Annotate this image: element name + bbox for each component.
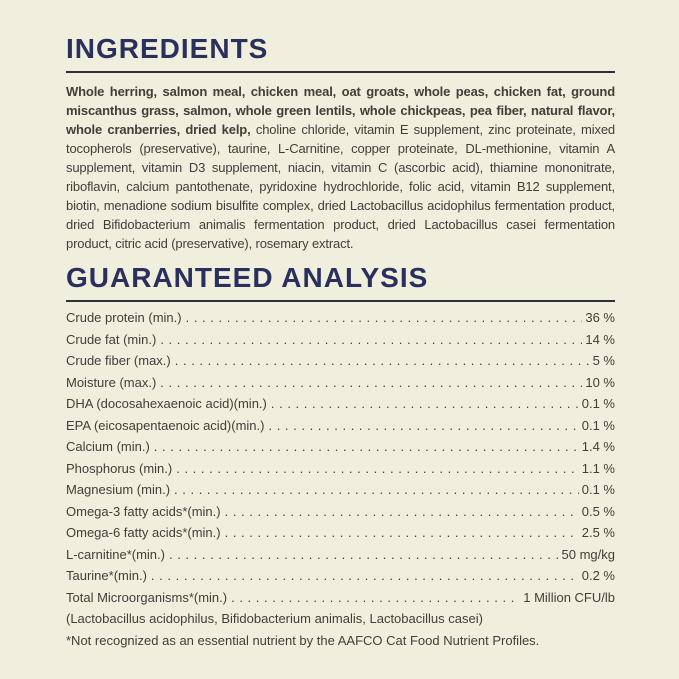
analysis-row — [66, 479, 615, 501]
analysis-row-label: Omega-3 fatty acids*(min.) — [66, 503, 221, 519]
guaranteed-analysis-section — [66, 263, 615, 651]
analysis-row — [66, 458, 615, 480]
analysis-row-value: 1.1 % — [581, 460, 615, 476]
leader-dots — [151, 565, 579, 587]
analysis-row-label: Omega-6 fatty acids*(min.) — [66, 525, 221, 540]
ingredients-title: INGREDIENTS — [66, 33, 269, 64]
leader-dots — [186, 307, 583, 329]
analysis-row-label: Crude fat (min.) — [66, 331, 157, 347]
analysis-row-value: 0.1 % — [581, 396, 615, 411]
analysis-row — [66, 393, 615, 415]
ingredients-rule — [66, 71, 615, 73]
analysis-table — [66, 307, 615, 651]
analysis-footnote: *Not recognized as an essential nutrient by the AAFCO Cat Food Nutrient Profiles. — [66, 632, 540, 648]
leader-dots — [160, 329, 582, 351]
analysis-row-value: 50 mg/kg — [561, 546, 615, 562]
guaranteed-analysis-title: GUARANTEED ANALYSIS — [66, 262, 429, 293]
analysis-row-label: Moisture (max.) — [66, 374, 157, 390]
guaranteed-analysis-rule — [66, 300, 615, 302]
leader-dots — [174, 479, 579, 501]
analysis-row-value: 10 % — [585, 374, 615, 390]
analysis-row — [66, 436, 615, 458]
analysis-row-value: 14 % — [585, 331, 615, 347]
ingredients-regular-text: choline chloride, vitamin E supplement, zinc proteinate, mixed tocopherols (preservative), taurine, L-Carnitine, copper proteinate, DL-methionine, vitamin A supplement, vitamin D3 supplement, niacin, vitamin C (ascorbic acid), thiamine mononitrate, riboflavin, calcium pantothenate, pyridoxine hydrochloride, folic acid, vitamin B12 supplement, biotin, menadione sodium bisulfite complex, dried Lactobacillus acidophilus fermentation product, dried Bifidobacterium animalis fermentation product, dried Lactobacillus casei fermentation product, citric acid (preservative), rosemary extract. — [66, 122, 615, 251]
analysis-row-label: Crude fiber (max.) — [66, 353, 171, 368]
leader-dots — [225, 522, 579, 544]
analysis-row — [66, 415, 615, 437]
analysis-row — [66, 350, 615, 372]
leader-dots — [160, 372, 582, 394]
leader-dots — [268, 415, 578, 437]
analysis-row — [66, 544, 615, 566]
ingredients-section — [66, 34, 615, 253]
microorganisms-detail: (Lactobacillus acidophilus, Bifidobacterium animalis, Lactobacillus casei) — [66, 611, 483, 626]
analysis-row-label: Phosphorus (min.) — [66, 460, 173, 476]
analysis-row-value: 5 % — [592, 353, 615, 368]
analysis-row-value: 0.2 % — [581, 568, 615, 583]
analysis-row-label: Calcium (min.) — [66, 439, 150, 454]
analysis-row — [66, 565, 615, 587]
leader-dots — [169, 544, 559, 566]
analysis-row — [66, 522, 615, 544]
leader-dots — [175, 350, 590, 372]
leader-dots — [271, 393, 579, 415]
analysis-row-value: 1.4 % — [581, 439, 615, 454]
ingredients-bold-text: Whole herring, salmon meal, chicken meal, oat groats, whole peas, chicken fat, ground miscanthus grass, salmon, whole green lentils, whole chickpeas, pea fiber, natural flavor, whole cranberries, dried kelp, — [66, 84, 615, 137]
leader-dots — [231, 587, 520, 609]
analysis-row-value: 0.1 % — [581, 417, 615, 433]
analysis-row-label: L-carnitine*(min.) — [66, 546, 165, 562]
analysis-row-value: 0.5 % — [581, 503, 615, 519]
analysis-row-label: DHA (docosahexaenoic acid)(min.) — [66, 396, 267, 411]
analysis-row-label: Total Microorganisms*(min.) — [66, 589, 228, 605]
analysis-row-label: Magnesium (min.) — [66, 482, 171, 497]
leader-dots — [225, 501, 579, 523]
leader-dots — [176, 458, 579, 480]
analysis-row-value: 0.1 % — [581, 482, 615, 497]
leader-dots — [154, 436, 579, 458]
analysis-row — [66, 372, 615, 394]
analysis-row-label: Taurine*(min.) — [66, 568, 147, 583]
ingredients-paragraph — [66, 82, 615, 253]
analysis-row — [66, 329, 615, 351]
analysis-row-label: Crude protein (min.) — [66, 310, 182, 325]
analysis-row-value: 2.5 % — [581, 525, 615, 540]
analysis-row-value: 1 Million CFU/lb — [523, 589, 615, 605]
analysis-row — [66, 587, 615, 609]
analysis-row — [66, 307, 615, 329]
analysis-row-label: EPA (eicosapentaenoic acid)(min.) — [66, 417, 265, 433]
analysis-row-value: 36 % — [585, 310, 615, 325]
analysis-row — [66, 501, 615, 523]
